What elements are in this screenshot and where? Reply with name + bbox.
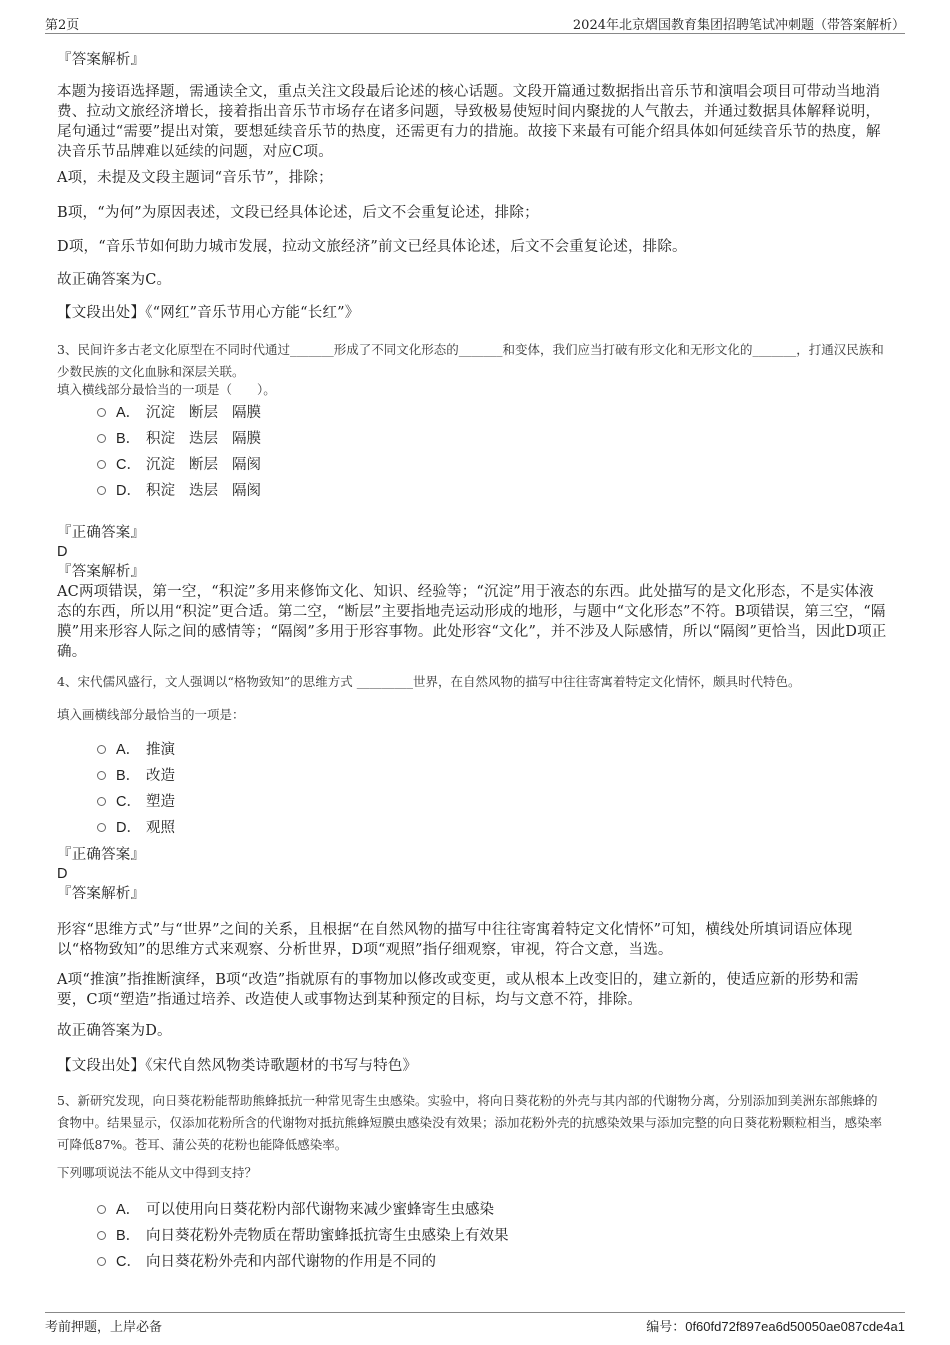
q5-option-a[interactable]: A． 可以使用向日葵花粉内部代谢物来减少蜜蜂寄生虫感染 (97, 1200, 494, 1220)
q4-answer-label: 『正确答案』 (57, 847, 146, 863)
q4-answer: D (57, 866, 68, 882)
prev-source: 【文段出处】《“网红”音乐节用心方能“长红”》 (57, 305, 360, 321)
radio-icon[interactable] (97, 745, 106, 754)
radio-icon[interactable] (97, 1205, 106, 1214)
prev-analysis-option-a: A项，未提及文段主题词“音乐节”，排除； (57, 170, 333, 186)
q4-stem: 4、宋代儒风盛行，文人强调以“格物致知”的思维方式 _________世界，在自然风物的描写中往往寄寓着特定文化情怀，颇具时代特色。 (57, 674, 801, 689)
page-number: 第2页 (45, 18, 80, 33)
page-header (45, 12, 905, 34)
prev-answer-conclusion: 故正确答案为C。 (57, 272, 172, 288)
document-id (646, 1316, 905, 1335)
q3-answer: D (57, 544, 68, 560)
q4-analysis-paragraph: 形容“思维方式”与“世界”之间的关系，且根据“在自然风物的描写中往往寄寓着特定文化情怀”可知，横线处所填词语应体现以“格物致知”的思维方式来观察、分析世界，D项“观照”指仔细观察，审视，符合文意，当选。 (57, 922, 853, 958)
document-id-value: 0f60fd72f897ea6d50050ae087cde4a1 (685, 1319, 905, 1334)
radio-icon[interactable] (97, 1231, 106, 1240)
radio-icon[interactable] (97, 460, 106, 469)
q3-option-a[interactable]: A． 沉淀 断层 隔膜 (97, 403, 261, 423)
q4-option-c[interactable]: C． 塑造 (97, 792, 175, 812)
q5-prompt: 下列哪项说法不能从文中得到支持？ (57, 1165, 258, 1180)
prev-analysis-label: 『答案解析』 (57, 52, 146, 68)
q4-option-b[interactable]: B． 改造 (97, 766, 175, 786)
q3-prompt: 填入横线部分最恰当的一项是（ ）。 (57, 382, 276, 397)
radio-icon[interactable] (97, 434, 106, 443)
prev-analysis-option-d: D项，“音乐节如何助力城市发展，拉动文旅经济”前文已经具体论述，后文不会重复论述，排除。 (57, 239, 687, 255)
q3-option-d[interactable]: D． 积淀 迭层 隔阂 (97, 481, 261, 501)
q3-option-b[interactable]: B． 积淀 迭层 隔膜 (97, 429, 261, 449)
q5-option-b[interactable]: B． 向日葵花粉外壳物质在帮助蜜蜂抵抗寄生虫感染上有效果 (97, 1226, 509, 1246)
document-id-label: 编号： (646, 1319, 686, 1334)
prev-analysis-paragraph: 本题为接语选择题，需通读全文，重点关注文段最后论述的核心话题。文段开篇通过数据指出音乐节和演唱会项目可带动当地消费、拉动文旅经济增长，接着指出音乐节市场存在诸多问题，导致极易使短时间内聚拢的人气散去，并通过数据具体解释说明，尾句通过“需要”提出对策，要想延续音乐节的热度，还需更有力的措施。故接下来最有可能介绍具体如何延续音乐节的热度，解决音乐节品牌难以延续的问题，对应C项。 (57, 84, 881, 160)
radio-icon[interactable] (97, 797, 106, 806)
q4-answer-conclusion: 故正确答案为D。 (57, 1023, 172, 1039)
q3-stem: 3、民间许多古老文化原型在不同时代通过_______形成了不同文化形态的_______和变体，我们应当打破有形文化和无形文化的_______，打通汉民族和少数民族的文化血脉和深层关联。 (57, 342, 884, 379)
q4-option-d[interactable]: D． 观照 (97, 818, 175, 838)
q4-analysis-label: 『答案解析』 (57, 886, 146, 902)
page-footer (45, 1312, 905, 1336)
radio-icon[interactable] (97, 408, 106, 417)
q3-option-c[interactable]: C． 沉淀 断层 隔阂 (97, 455, 261, 475)
radio-icon[interactable] (97, 771, 106, 780)
q5-stem: 5、新研究发现，向日葵花粉能帮助熊蜂抵抗一种常见寄生虫感染。实验中，将向日葵花粉的外壳与其内部的代谢物分离，分别添加到美洲东部熊蜂的食物中。结果显示，仅添加花粉所含的代谢物对抵抗熊蜂短膜虫感染没有效果；添加花粉外壳的抗感染效果与添加完整的向日葵花粉颗粒相当，感染率可降低87%。苍耳、蒲公英的花粉也能降低感染率。 (57, 1093, 883, 1152)
radio-icon[interactable] (97, 1257, 106, 1266)
prev-analysis-option-b: B项，“为何”为原因表述，文段已经具体论述，后文不会重复论述，排除； (57, 205, 539, 221)
q3-answer-label: 『正确答案』 (57, 525, 146, 541)
q4-option-a[interactable]: A． 推演 (97, 740, 175, 760)
q4-prompt: 填入画横线部分最恰当的一项是： (57, 707, 245, 722)
q4-source: 【文段出处】《宋代自然风物类诗歌题材的书写与特色》 (57, 1058, 418, 1074)
document-title: 2024年北京熠国教育集团招聘笔试冲刺题（带答案解析） (572, 18, 905, 33)
footer-slogan: 考前押题，上岸必备 (45, 1320, 163, 1335)
q3-analysis-label: 『答案解析』 (57, 564, 146, 580)
q3-analysis: AC两项错误，第一空，“积淀”多用来修饰文化、知识、经验等；“沉淀”用于液态的东西。此处描写的是文化形态，不是实体液态的东西，所以用“积淀”更合适。第二空，“断层”主要指地壳运动形成的地形，与题中“文化形态”不符。B项错误，第三空，“隔膜”用来形容人际之间的感情等；“隔阂”多用于形容事物。此处形容“文化”，并不涉及人际感情，所以“隔阂”更恰当，因此D项正确。 (57, 584, 887, 660)
radio-icon[interactable] (97, 486, 106, 495)
radio-icon[interactable] (97, 823, 106, 832)
q4-analysis-exclusion: A项“推演”指推断演绎，B项“改造”指就原有的事物加以修改或变更，或从根本上改变旧的，建立新的，使适应新的形势和需要，C项“塑造”指通过培养、改造使人或事物达到某种预定的目标，均与文意不符，排除。 (57, 972, 859, 1008)
q5-option-c[interactable]: C． 向日葵花粉外壳和内部代谢物的作用是不同的 (97, 1252, 436, 1272)
